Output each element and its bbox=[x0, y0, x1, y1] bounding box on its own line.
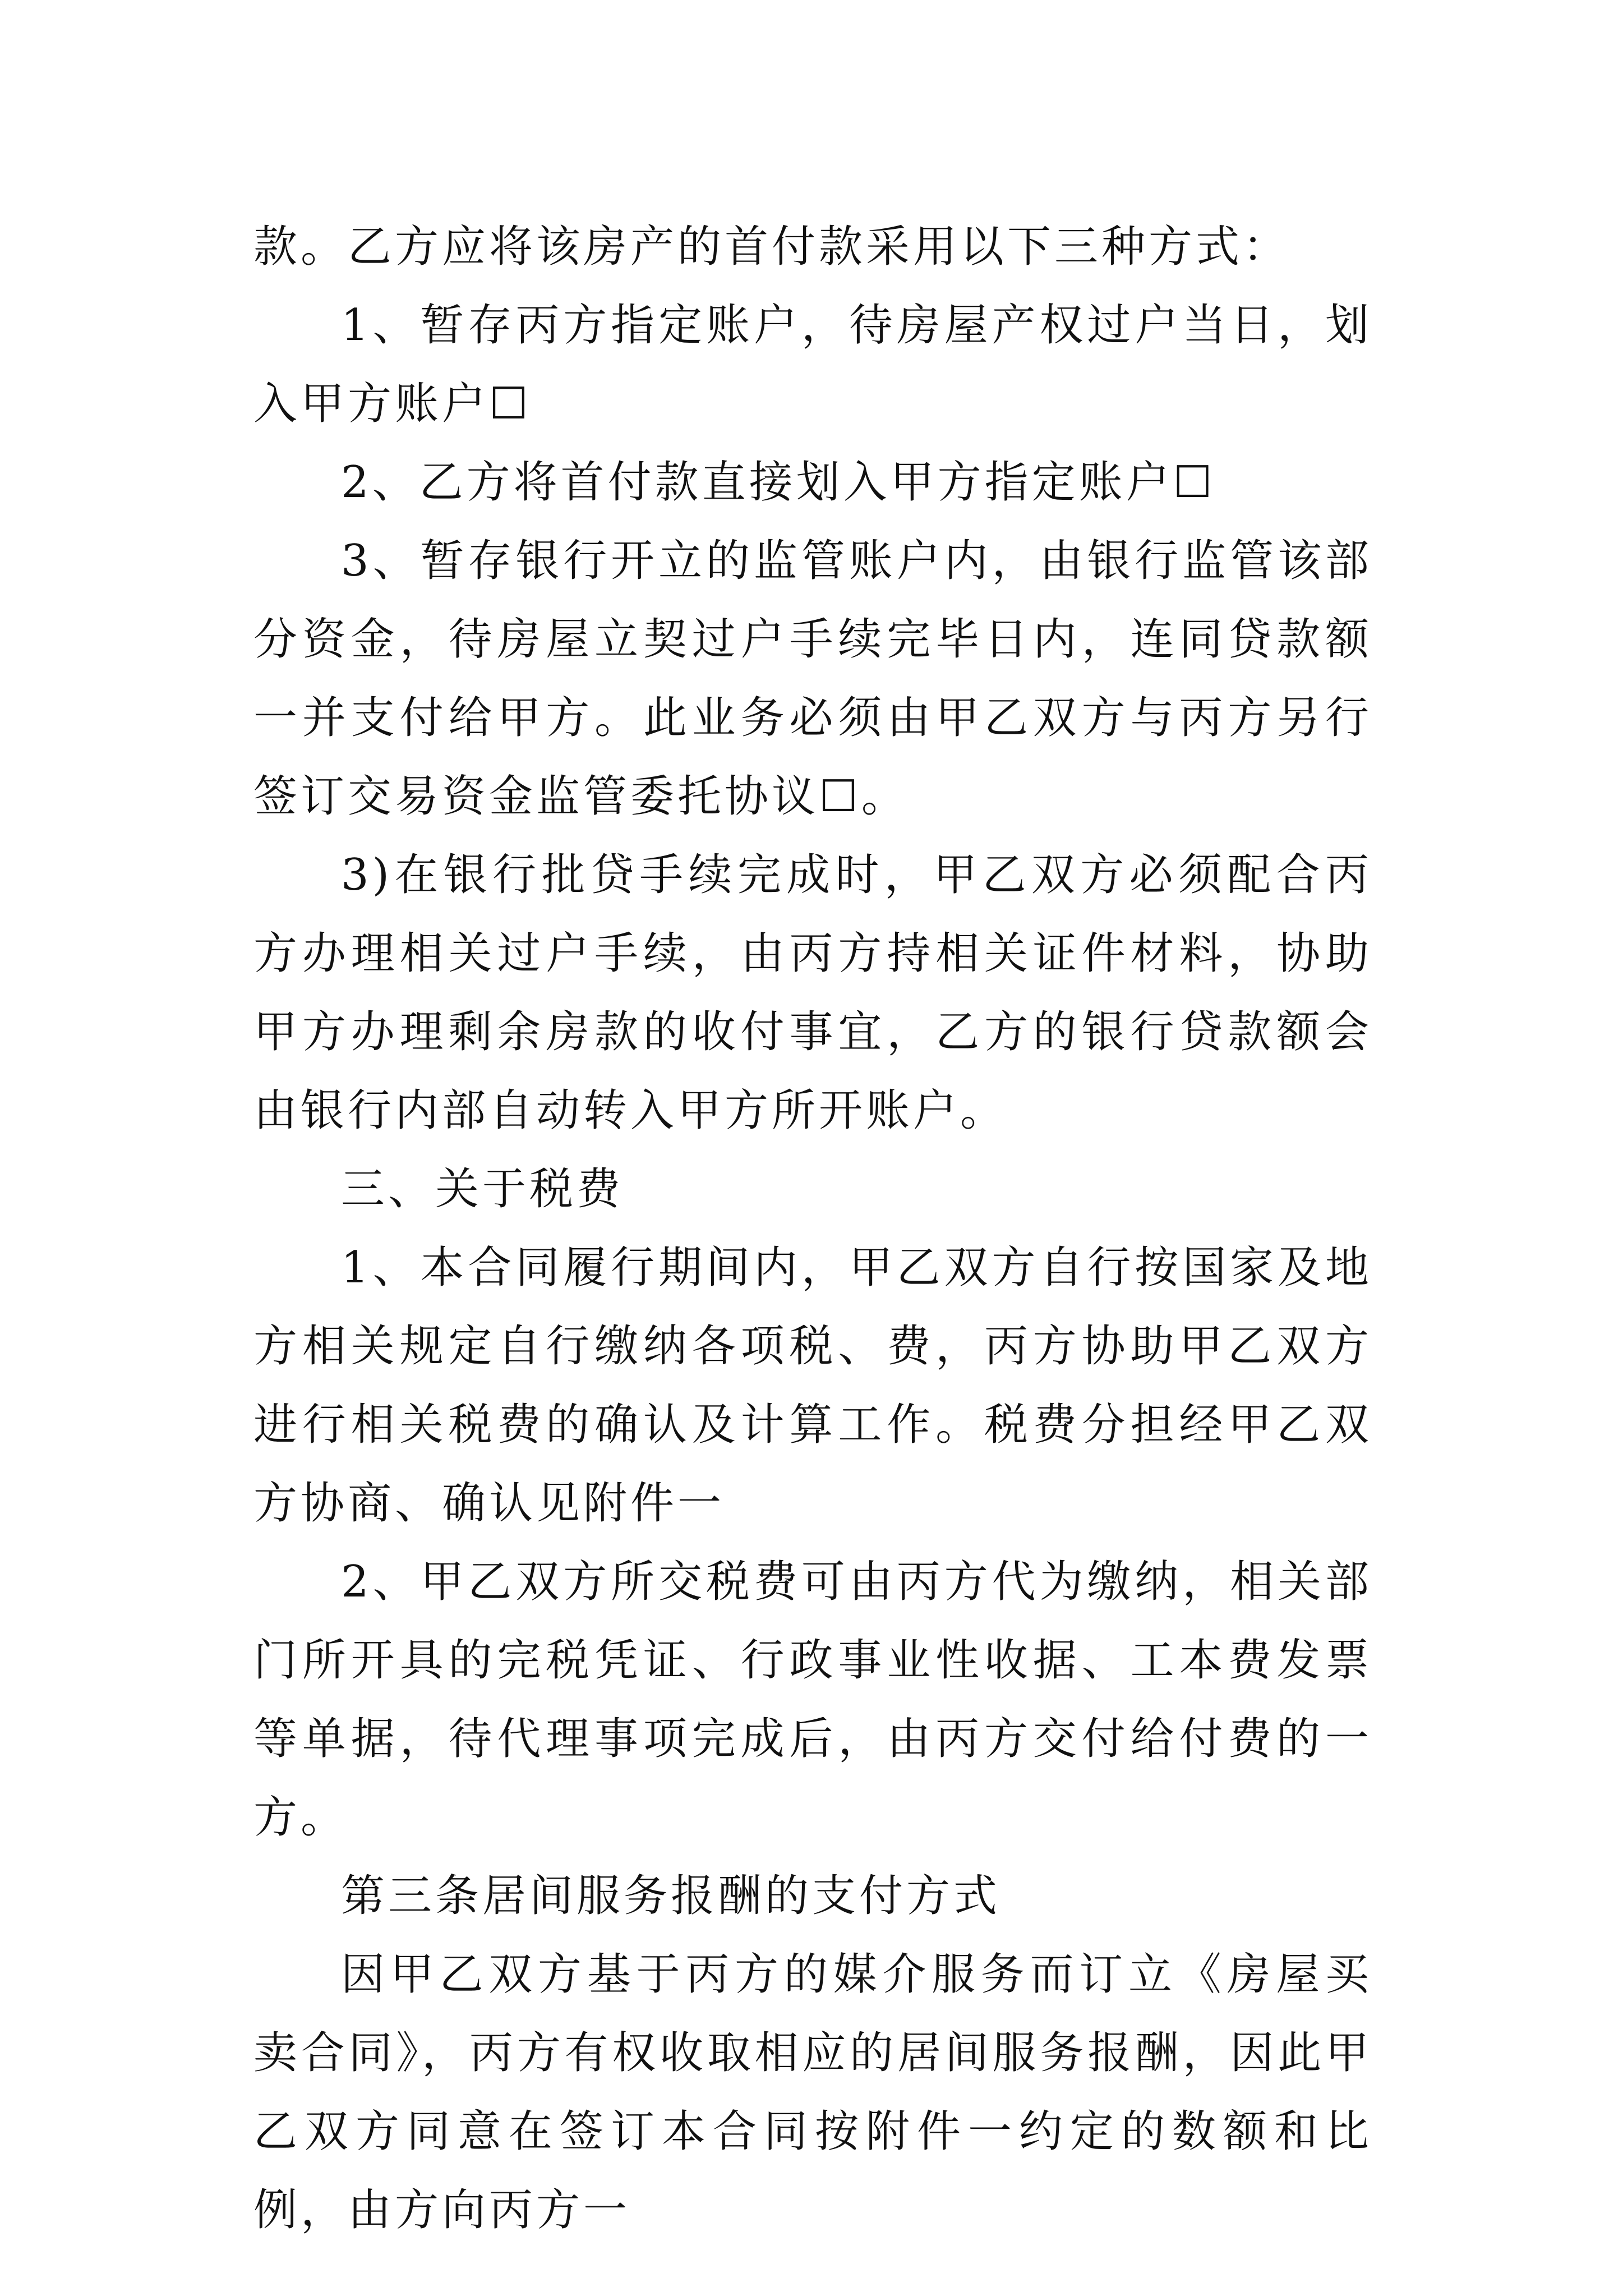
paragraph-5: 3)在银行批贷手续完成时，甲乙双方必须配合丙方办理相关过户手续，由丙方持相关证件材料，协助甲方办理剩余房款的收付事宜，乙方的银行贷款额会由银行内部自动转入甲方所开账户。 bbox=[253, 850, 1372, 1136]
paragraph-7: 1、本合同履行期间内，甲乙双方自行按国家及地方相关规定自行缴纳各项税、费，丙方协助甲乙双方进行相关税费的确认及计算工作。税费分担经甲乙双方协商、确认见附件一 bbox=[253, 1243, 1372, 1529]
paragraph-3: 2、乙方将首付款直接划入甲方指定账户☐ bbox=[341, 457, 1216, 508]
document-body bbox=[253, 208, 1372, 2249]
paragraph-8: 2、甲乙双方所交税费可由丙方代为缴纳，相关部门所开具的完税凭证、行政事业性收据、工本费发票等单据，待代理事项完成后，由丙方交付给付费的一方。 bbox=[253, 1557, 1372, 1843]
paragraph-2: 1、暂存丙方指定账户，待房屋产权过户当日，划入甲方账户☐ bbox=[253, 300, 1372, 429]
paragraph-1: 款。乙方应将该房产的首付款采用以下三种方式： bbox=[253, 222, 1290, 272]
section-heading-taxes: 三、关于税费 bbox=[341, 1164, 624, 1214]
paragraph-4: 3、暂存银行开立的监管账户内，由银行监管该部分资金，待房屋立契过户手续完毕日内，连同贷款额一并支付给甲方。此业务必须由甲乙双方与丙方另行签订交易资金监管委托协议☐。 bbox=[253, 536, 1372, 822]
section-heading-article-3: 第三条居间服务报酬的支付方式 bbox=[341, 1871, 1001, 1921]
paragraph-10: 因甲乙双方基于丙方的媒介服务而订立《房屋买卖合同》，丙方有权收取相应的居间服务报酬，因此甲乙双方同意在签订本合同按附件一约定的数额和比例，由方向丙方一 bbox=[253, 1949, 1372, 2235]
